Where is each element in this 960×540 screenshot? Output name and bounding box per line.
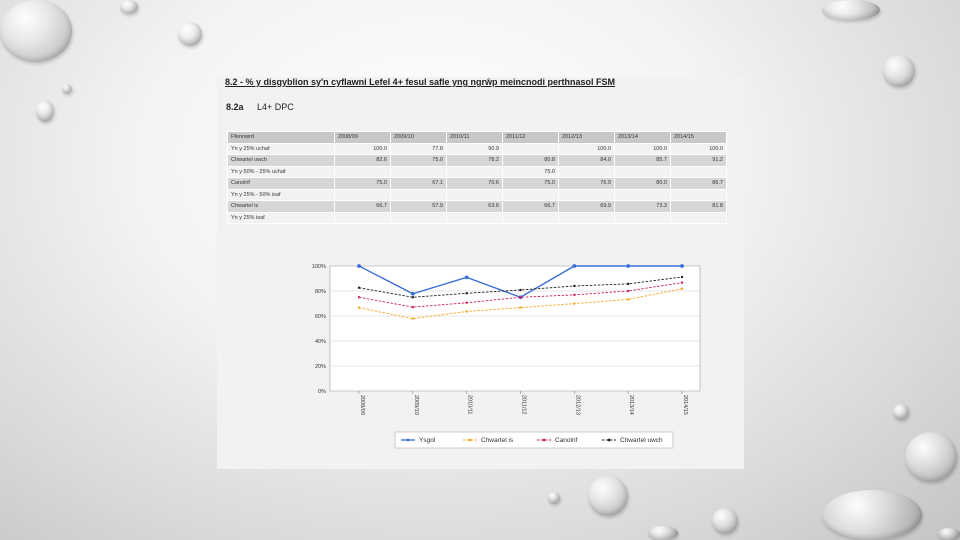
table-cell: 77.8	[391, 143, 447, 155]
table-cell	[671, 166, 727, 178]
data-point	[465, 292, 467, 294]
table-row	[228, 143, 727, 155]
plot-area	[330, 266, 700, 391]
table-cell	[391, 166, 447, 178]
table-row	[228, 166, 727, 178]
table-cell	[559, 166, 615, 178]
table-cell	[503, 143, 559, 155]
water-drop	[712, 508, 738, 534]
y-tick-label: 80%	[314, 289, 326, 295]
data-point	[681, 288, 683, 290]
legend-marker	[543, 439, 546, 442]
report-panel	[217, 77, 744, 469]
water-drop	[648, 526, 678, 540]
x-tick-label: 2011/12	[520, 395, 527, 415]
water-drop	[883, 55, 915, 87]
y-tick-label: 20%	[314, 364, 326, 370]
table-cell: 81.8	[671, 201, 727, 213]
row-label: Yn y 25% uchaf	[228, 143, 335, 155]
data-point	[681, 281, 683, 283]
water-drop	[178, 22, 202, 46]
data-point	[627, 290, 629, 292]
table-cell: 70.6	[447, 178, 503, 190]
section-code: 8.2a	[226, 102, 244, 112]
legend-marker	[407, 439, 410, 442]
data-point	[573, 285, 575, 287]
table-cell	[503, 189, 559, 201]
column-header: 2010/11	[447, 132, 503, 144]
report-heading: 8.2 - % y disgyblion sy'n cyflawni Lefel 4+ fesul safle yng ngrŵp meincnodi perthnasol FSM	[225, 77, 615, 87]
table-cell	[447, 166, 503, 178]
column-header: 2012/13	[559, 132, 615, 144]
table-cell	[503, 212, 559, 224]
table-row	[228, 189, 727, 201]
table-header-row	[228, 132, 727, 144]
water-drop	[588, 476, 628, 516]
data-point	[357, 264, 361, 268]
table-cell	[335, 166, 391, 178]
water-drop	[62, 84, 72, 94]
data-point	[465, 310, 467, 312]
x-tick-label: 2008/09	[359, 395, 365, 415]
data-point	[465, 302, 467, 304]
water-drop	[0, 0, 72, 62]
table-cell: 63.6	[447, 201, 503, 213]
table-row	[228, 212, 727, 224]
row-label: Chwartel uwch	[228, 155, 335, 167]
data-point	[519, 306, 521, 308]
table-cell: 73.3	[615, 201, 671, 213]
water-drop	[36, 100, 54, 122]
data-point	[681, 276, 683, 278]
data-point	[411, 292, 415, 296]
legend-marker	[469, 439, 472, 442]
table-cell	[615, 166, 671, 178]
y-tick-label: 0%	[318, 389, 326, 395]
table-cell: 76.9	[559, 178, 615, 190]
water-drop	[893, 404, 909, 420]
water-drop	[938, 528, 960, 540]
column-header: 2013/14	[615, 132, 671, 144]
water-drop	[120, 0, 138, 14]
data-point	[465, 275, 469, 279]
table-cell: 80.0	[615, 178, 671, 190]
table-cell	[671, 212, 727, 224]
column-header: 2009/10	[391, 132, 447, 144]
y-tick-label: 60%	[314, 314, 326, 320]
table-cell	[335, 189, 391, 201]
column-header: Ffennwrd	[228, 132, 335, 144]
table-cell	[391, 189, 447, 201]
row-label: Yn y 25% isaf	[228, 212, 335, 224]
legend-label: Chwartel is	[481, 437, 514, 445]
data-point	[573, 294, 575, 296]
table-cell: 75.0	[503, 178, 559, 190]
column-header: 2011/12	[503, 132, 559, 144]
table-cell	[391, 212, 447, 224]
data-point	[519, 296, 521, 298]
table-cell: 100.0	[671, 143, 727, 155]
table-cell	[447, 189, 503, 201]
data-point	[627, 283, 629, 285]
legend-label: Ysgol	[419, 437, 436, 445]
benchmark-table	[227, 131, 727, 224]
column-header: 2014/15	[671, 132, 727, 144]
table-cell: 75.0	[503, 166, 559, 178]
legend-marker	[608, 439, 611, 442]
legend-label: Canolrif	[555, 437, 578, 445]
data-point	[519, 289, 521, 291]
data-point	[412, 306, 414, 308]
table-cell: 80.8	[503, 155, 559, 167]
water-drop	[548, 492, 560, 504]
water-drop	[905, 432, 957, 482]
table-cell	[559, 189, 615, 201]
table-row	[228, 201, 727, 213]
table-cell	[615, 189, 671, 201]
table-cell: 66.7	[335, 201, 391, 213]
x-tick-label: 2009/10	[412, 395, 419, 415]
x-tick-label: 2010/11	[466, 395, 473, 415]
row-label: Yn y 50% - 25% uchaf	[228, 166, 335, 178]
table-cell: 82.6	[335, 155, 391, 167]
table-cell: 75.0	[391, 155, 447, 167]
table-row	[228, 178, 727, 190]
table-cell: 91.2	[671, 155, 727, 167]
table-cell: 100.0	[559, 143, 615, 155]
column-header: 2008/09	[335, 132, 391, 144]
data-point	[412, 317, 414, 319]
x-tick-label: 2013/14	[628, 395, 635, 415]
data-point	[358, 287, 360, 289]
table-cell: 75.0	[335, 178, 391, 190]
y-tick-label: 40%	[314, 339, 326, 345]
data-point	[573, 302, 575, 304]
table-row	[228, 155, 727, 167]
data-point	[358, 306, 360, 308]
line-chart	[287, 255, 707, 460]
table-cell: 67.1	[391, 178, 447, 190]
table-cell: 66.7	[503, 201, 559, 213]
section-label: L4+ DPC	[257, 102, 294, 112]
table-cell	[671, 189, 727, 201]
table-cell: 90.9	[447, 143, 503, 155]
table-cell	[615, 212, 671, 224]
table-cell	[559, 212, 615, 224]
table-cell	[335, 212, 391, 224]
table-cell: 86.7	[671, 178, 727, 190]
y-tick-label: 100%	[311, 264, 326, 270]
table-cell: 85.7	[615, 155, 671, 167]
table-cell: 84.0	[559, 155, 615, 167]
data-point	[358, 296, 360, 298]
data-point	[412, 296, 414, 298]
row-label: Chwartel is	[228, 201, 335, 213]
data-point	[626, 264, 630, 268]
data-point	[680, 264, 684, 268]
legend-label: Chwartel uwch	[620, 437, 663, 445]
water-drop	[822, 490, 922, 540]
row-label: Canolrif	[228, 178, 335, 190]
data-point	[572, 264, 576, 268]
table-cell: 57.9	[391, 201, 447, 213]
data-point	[627, 298, 629, 300]
x-tick-label: 2012/13	[574, 395, 581, 415]
water-drop	[822, 0, 880, 20]
table-cell	[447, 212, 503, 224]
x-tick-label: 2014/15	[682, 395, 688, 415]
table-cell: 69.9	[559, 201, 615, 213]
table-cell: 100.0	[335, 143, 391, 155]
table-cell: 78.2	[447, 155, 503, 167]
table-cell: 100.0	[615, 143, 671, 155]
row-label: Yn y 25% - 50% isaf	[228, 189, 335, 201]
